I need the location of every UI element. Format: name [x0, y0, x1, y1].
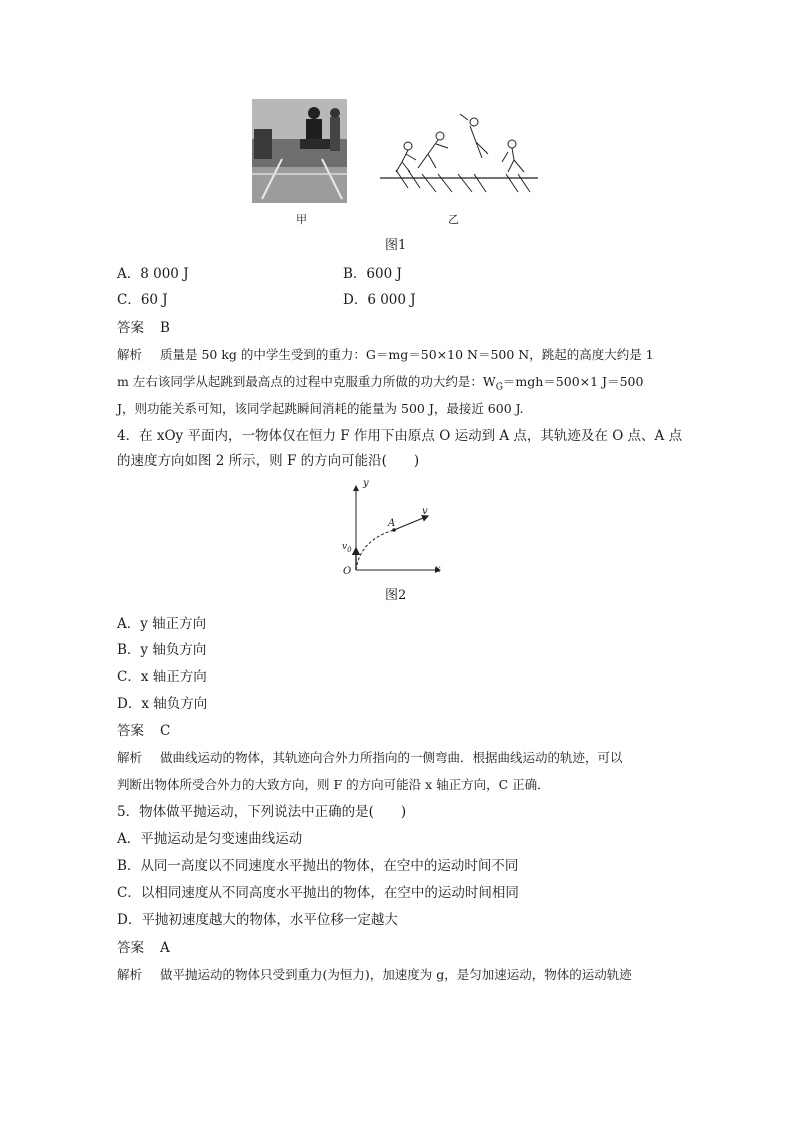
figure2-caption: 图2: [385, 588, 407, 603]
q4-stem-line2: 的速度方向如图 2 所示，则 F 的方向可能沿( ): [117, 453, 420, 469]
v0-label-v: v: [342, 542, 348, 552]
v0-label-sub: 0: [347, 545, 352, 554]
q5-option-d: D．平抛初速度越大的物体，水平位移一定越大: [117, 912, 398, 928]
q5-option-c: C．以相同速度从不同高度水平抛出的物体，在空中的运动时间相同: [117, 885, 519, 901]
q3-answer-label: 答案: [117, 320, 144, 336]
q5-answer-label: 答案: [117, 940, 144, 956]
long-jump-sketch: [378, 108, 540, 194]
q4-option-d: D．x 轴负方向: [117, 696, 208, 712]
v-label: v: [422, 506, 428, 517]
q3-analysis-line2: [117, 373, 643, 397]
figure1-label-jia: 甲: [296, 213, 307, 226]
q5-analysis-label: 解析: [117, 967, 143, 982]
v0-label: [342, 542, 352, 554]
y-axis-label: y: [363, 478, 369, 489]
q3-option-d: D．6 000 J: [343, 292, 416, 308]
q4-option-a: A．y 轴正方向: [117, 616, 207, 632]
velocity-v-arrow: [394, 516, 428, 530]
figure1-label-yi: 乙: [448, 213, 459, 226]
q4-stem-line1: 4．在 xOy 平面内，一物体仅在恒力 F 作用下由原点 O 运动到 A 点，其轨迹及在 O 点、A 点: [117, 428, 683, 444]
long-jump-photo-drawing: [252, 99, 347, 203]
q5-option-a: A．平抛运动是匀变速曲线运动: [117, 831, 303, 847]
trajectory-curve: [356, 530, 394, 570]
long-jump-photo: [252, 99, 347, 203]
origin-label: O: [343, 566, 352, 577]
q3-subscript-g: G: [495, 382, 503, 393]
q5-analysis-line1: 做平抛运动的物体只受到重力(为恒力)，加速度为 g，是匀加速运动，物体的运动轨迹: [160, 967, 632, 982]
q5-answer: A: [160, 940, 170, 956]
long-jump-sketch-drawing: [378, 108, 540, 194]
q4-analysis-label: 解析: [117, 750, 143, 765]
q5-option-b: B．从同一高度以不同速度水平抛出的物体，在空中的运动时间不同: [117, 858, 519, 874]
q3-analysis-line1: 质量是 50 kg 的中学生受到的重力：G＝mg＝50×10 N＝500 N，跳起的高度大约是 1: [160, 347, 654, 362]
trajectory-plot: [340, 478, 450, 580]
q3-option-c: C．60 J: [117, 292, 168, 308]
q3-option-a: A．8 000 J: [117, 266, 189, 282]
q4-analysis-line2: 判断出物体所受合外力的大致方向，则 F 的方向可能沿 x 轴正方向，C 正确．: [117, 777, 550, 792]
q4-option-b: B．y 轴负方向: [117, 642, 207, 658]
q4-answer: C: [160, 723, 171, 739]
q3-answer: B: [160, 320, 170, 336]
q3-analysis-line2-text: m 左右该同学从起跳到最高点的过程中克服重力所做的功大约是：W: [117, 374, 496, 389]
point-a-label: A: [388, 518, 396, 529]
q3-analysis-label: 解析: [117, 347, 143, 362]
q4-answer-label: 答案: [117, 723, 144, 739]
q3-option-b: B．600 J: [343, 266, 402, 282]
q5-stem: 5．物体做平抛运动，下列说法中正确的是( ): [117, 804, 407, 820]
figure2-diagram: [340, 478, 450, 580]
q3-analysis-line2-tail: ＝mgh＝500×1 J＝500: [502, 374, 644, 389]
q3-analysis-line3: J，则功能关系可知，该同学起跳瞬间消耗的能量为 500 J，最接近 600 J.: [117, 401, 524, 416]
q4-option-c: C．x 轴正方向: [117, 669, 207, 685]
x-axis-label: x: [435, 564, 441, 575]
figure1-caption: 图1: [385, 238, 407, 253]
q4-analysis-line1: 做曲线运动的物体，其轨迹向合外力所指向的一侧弯曲．根据曲线运动的轨迹，可以: [160, 750, 623, 765]
